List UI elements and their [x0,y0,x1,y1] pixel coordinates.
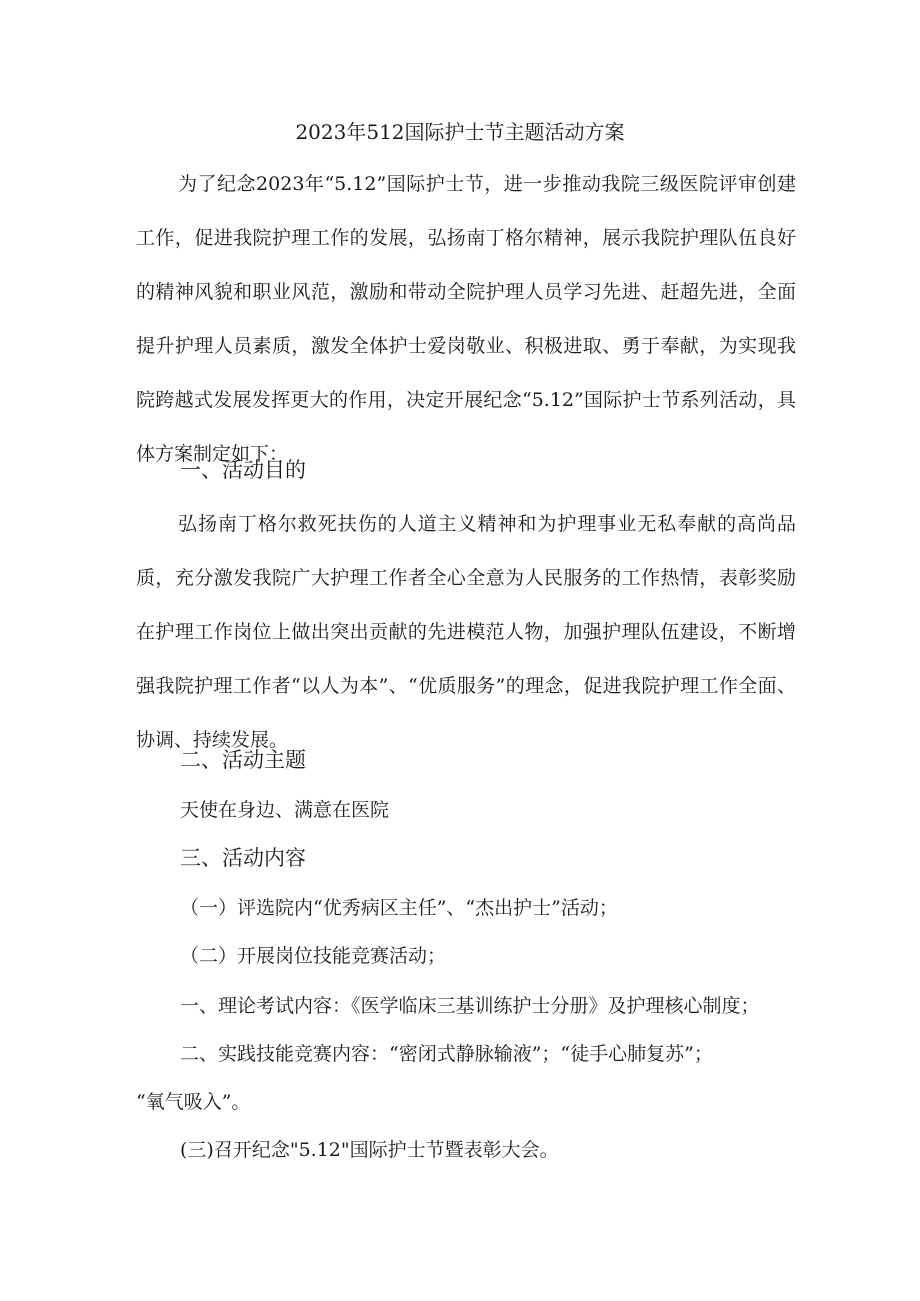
intro-paragraph: 为了纪念2023年“5.12”国际护士节，进一步推动我院三级医院评审创建工作，促进我院护理工作的发展，弘扬南丁格尔精神，展示我院护理队伍良好的精神风貌和职业风范，激励和带动全院护理人员学习先进、赶超先进，全面提升护理人员素质，激发全体护士爱岗敬业、积极进取、勇于奉献，为实现我院跨越式发展发挥更大的作用，决定开展纪念“5.12”国际护士节系列活动，具体方案制定如下： [136,173,796,465]
content-item-1: （一）评选院内“优秀病区主任”、“杰出护士”活动； [180,897,618,919]
content-subitem-2-line-2: “氧气吸入”。 [136,1091,251,1113]
content-item-3: (三)召开纪念"5.12"国际护士节暨表彰大会。 [180,1139,559,1161]
section-heading-purpose: 一、活动目的 [180,458,306,482]
content-subitem-2-line-1: 二、实践技能竞赛内容：“密闭式静脉输液”；“徒手心肺复苏”； [180,1043,713,1065]
purpose-paragraph: 弘扬南丁格尔救死扶伤的人道主义精神和为护理事业无私奉献的高尚品质，充分激发我院广大护理工作者全心全意为人民服务的工作热情，表彰奖励在护理工作岗位上做出突出贡献的先进模范人物，加强护理队伍建设，不断增强我院护理工作者“以人为本”、“优质服务”的理念，促进我院护理工作全面、协调、持续发展。 [136,513,796,751]
document-title: 2023年512国际护士节主题活动方案 [295,120,625,144]
section-heading-content: 三、活动内容 [180,846,306,870]
theme-text: 天使在身边、满意在医院 [180,799,390,821]
content-subitem-1: 一、理论考试内容：《医学临床三基训练护士分册》及护理核心制度； [180,995,760,1017]
section-heading-theme: 二、活动主题 [180,748,306,772]
content-item-2: （二）开展岗位技能竞赛活动； [180,945,447,967]
